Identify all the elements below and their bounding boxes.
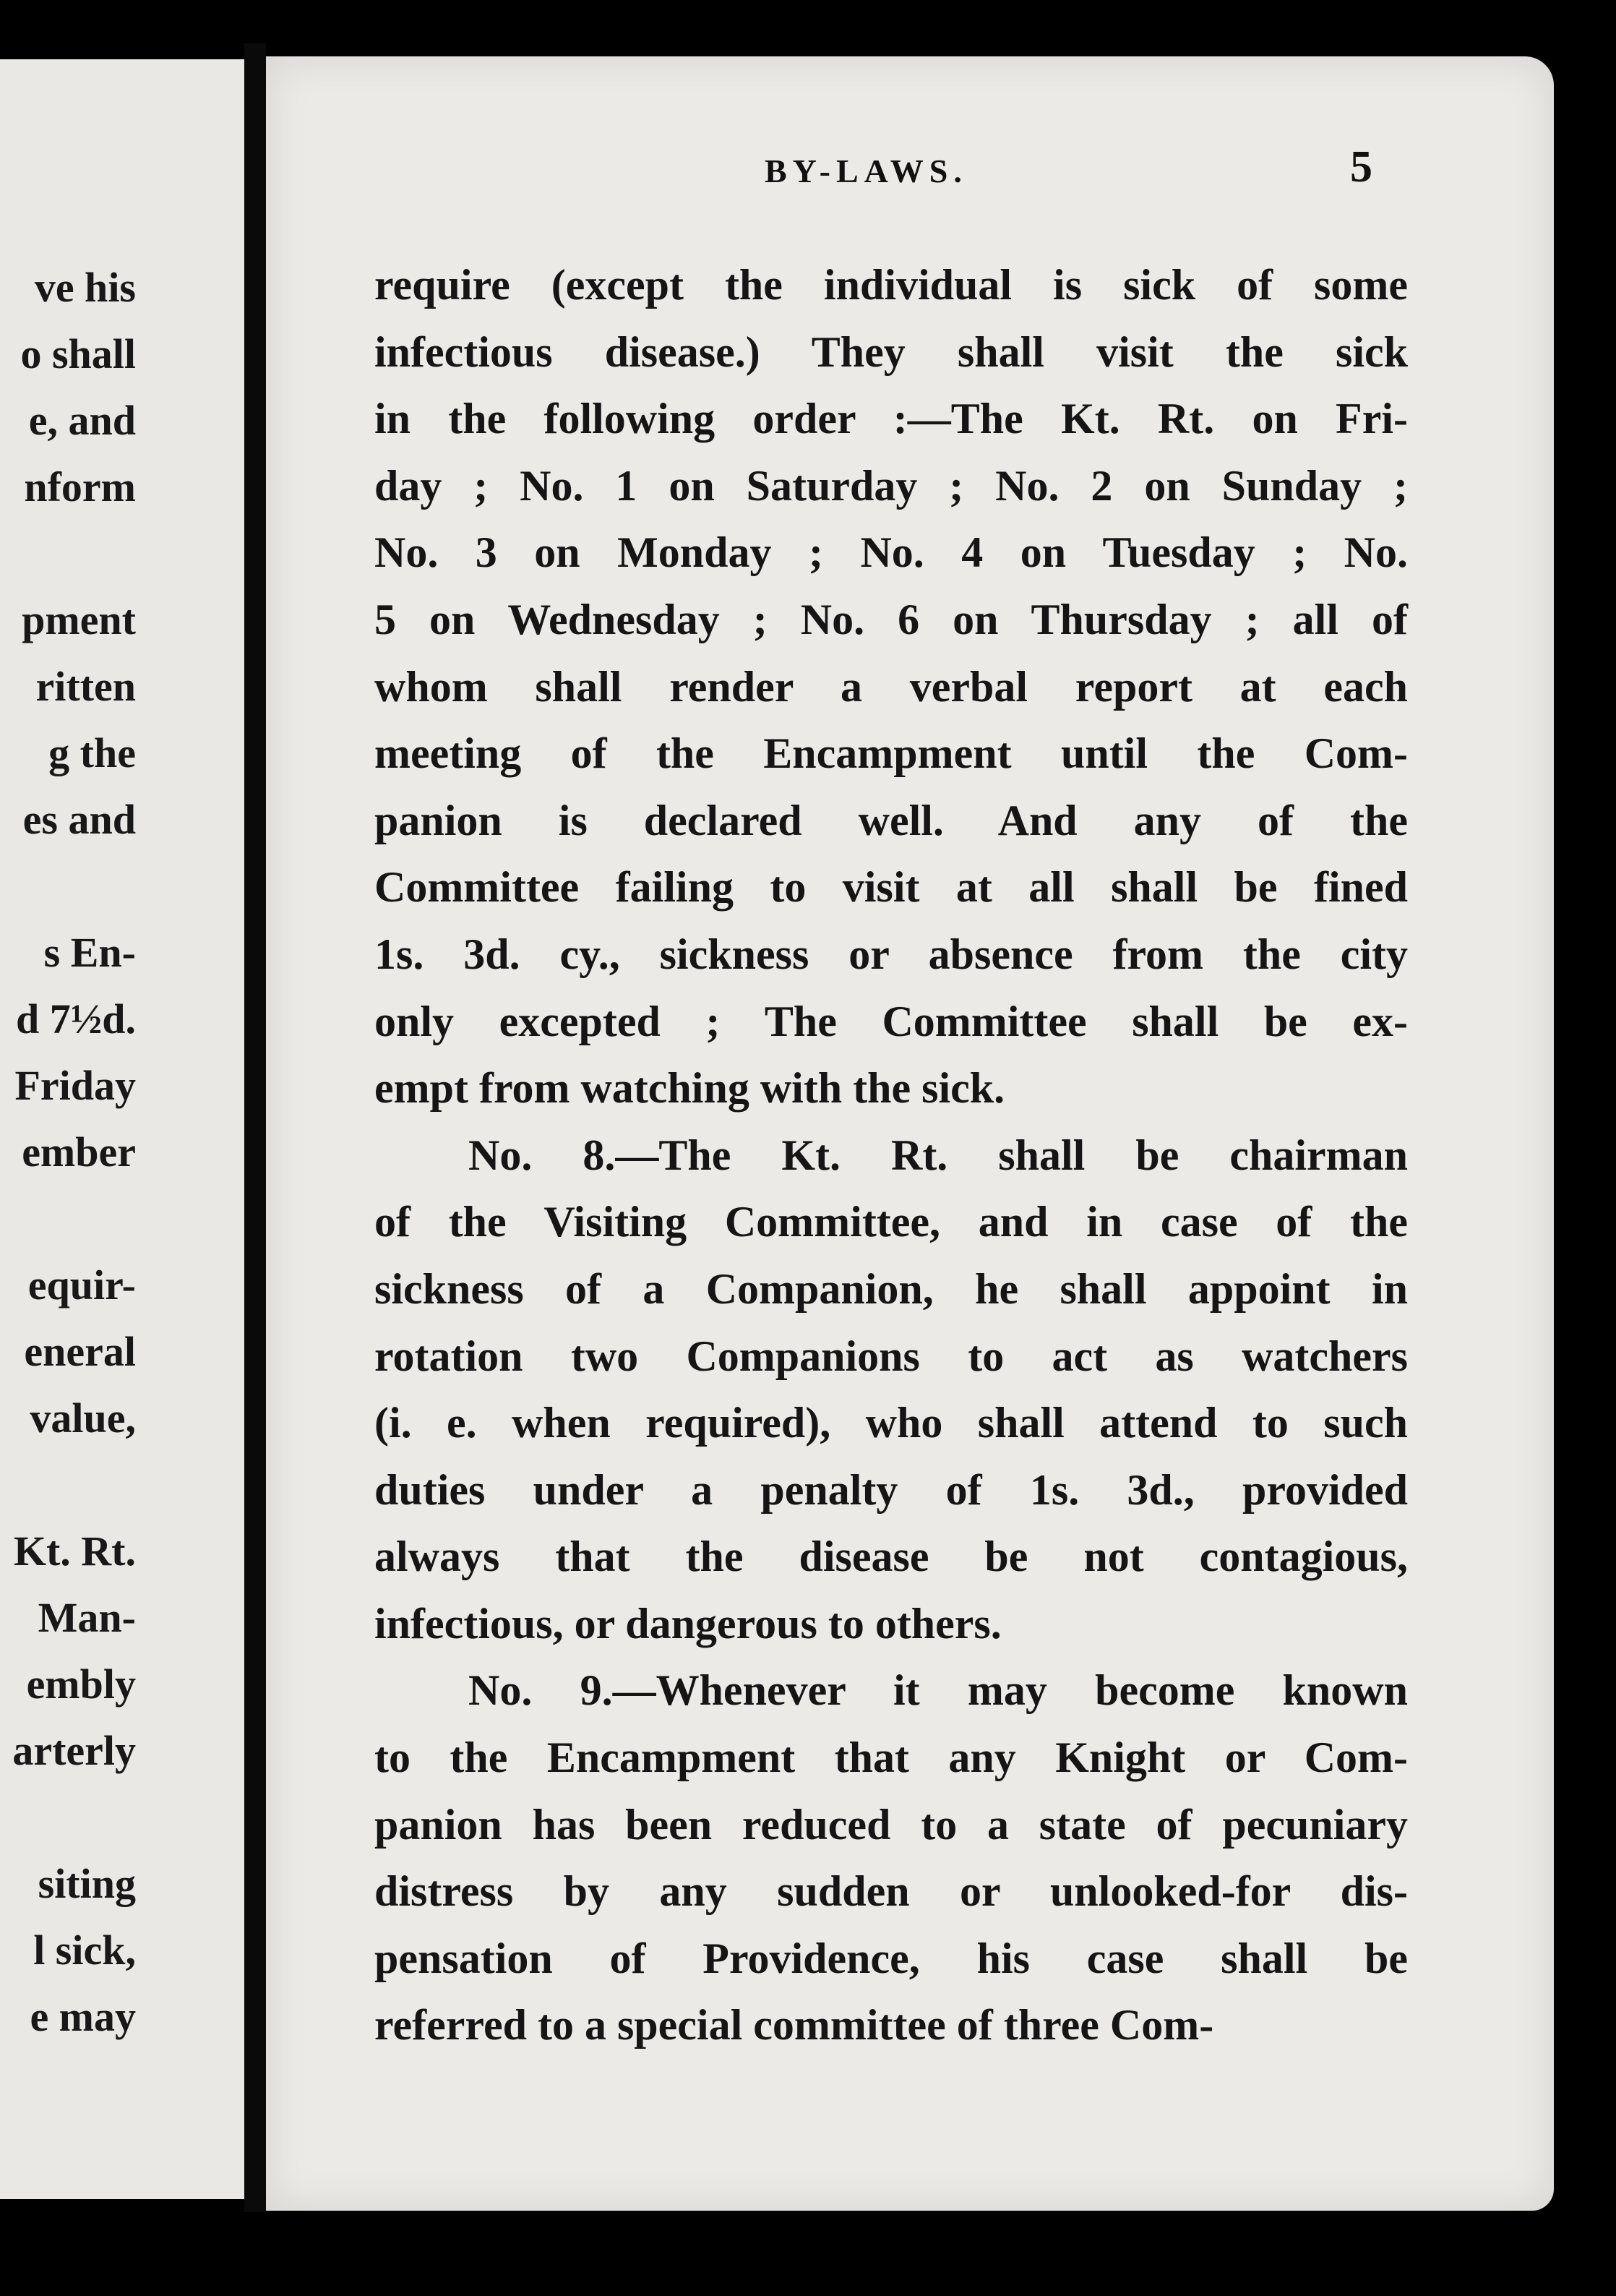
text-line: empt from watching with the sick. (374, 1064, 1005, 1113)
paragraph (374, 252, 1408, 1122)
text-line: rotation two Companions to act as watchers (374, 1332, 1408, 1380)
text-line: meeting of the Encampment until the Com- (374, 729, 1408, 778)
left-page-line: e, and (28, 397, 136, 444)
paragraph (374, 1657, 1408, 2059)
text-line: always that the disease be not contagious, (374, 1533, 1408, 1581)
text-line: No. 8.—The Kt. Rt. shall be chairman (468, 1131, 1408, 1179)
text-line: to the Encampment that any Knight or Com- (374, 1734, 1408, 1782)
text-line: of the Visiting Committee, and in case of the (374, 1198, 1408, 1246)
text-line: sickness of a Companion, he shall appoint in (374, 1264, 1408, 1313)
text-line: only excepted ; The Committee shall be ex- (374, 997, 1408, 1045)
text-line: 5 on Wednesday ; No. 6 on Thursday ; all of (374, 595, 1408, 643)
book-gutter (244, 43, 266, 2212)
left-page-line: nform (24, 463, 136, 510)
text-line: No. 9.—Whenever it may become known (468, 1666, 1408, 1715)
text-line: pensation of Providence, his case shall be (374, 1934, 1408, 1982)
text-line: infectious disease.) They shall visit the sick (374, 327, 1408, 376)
left-page-line: equir- (27, 1261, 136, 1308)
left-page-line: arterly (12, 1727, 136, 1774)
text-line: distress by any sudden or unlooked-for dis- (374, 1867, 1408, 1916)
left-page-line: e may (30, 1993, 136, 2040)
left-page-line: siting (38, 1860, 136, 1907)
text-line: No. 3 on Monday ; No. 4 on Tuesday ; No. (374, 528, 1408, 577)
left-page-line: Friday (14, 1062, 136, 1109)
paragraph (374, 1122, 1408, 1658)
text-line: Committee failing to visit at all shall be fined (374, 863, 1408, 912)
left-page-line: d 7½d. (15, 995, 136, 1042)
left-page-line: ritten (35, 663, 136, 710)
text-line: require (except the individual is sick of some (374, 261, 1408, 309)
left-page-line: eneral (24, 1328, 136, 1375)
text-line: referred to a special committee of three Com- (374, 2001, 1214, 2049)
text-line: whom shall render a verbal report at each (374, 662, 1408, 711)
text-line: day ; No. 1 on Saturday ; No. 2 on Sunday ; (374, 461, 1408, 510)
left-page-line: l sick, (33, 1927, 136, 1974)
left-page-line: value, (30, 1395, 136, 1442)
page-body-text (374, 252, 1408, 2059)
left-page-line: s En- (43, 929, 136, 976)
left-page-line: embly (26, 1661, 136, 1708)
left-page-line: Kt. Rt. (13, 1528, 136, 1575)
text-line: panion is declared well. And any of the (374, 796, 1408, 844)
text-line: (i. e. when required), who shall attend to such (374, 1399, 1408, 1447)
left-page-line: es and (22, 796, 136, 843)
page-number: 5 (1350, 142, 1372, 192)
left-page-line: ve his (34, 264, 136, 311)
right-page (266, 56, 1554, 2211)
left-page-line: g the (48, 729, 136, 776)
text-line: 1s. 3d. cy., sickness or absence from the city (374, 930, 1408, 978)
running-head: BY-LAWS. (765, 153, 968, 189)
text-line: in the following order :—The Kt. Rt. on Fri- (374, 395, 1408, 443)
left-page-line: o shall (20, 330, 136, 377)
text-line: duties under a penalty of 1s. 3d., provided (374, 1465, 1408, 1514)
left-page-line: ember (22, 1128, 136, 1175)
text-line: panion has been reduced to a state of pecuniary (374, 1800, 1408, 1849)
text-line: infectious, or dangerous to others. (374, 1599, 1002, 1648)
left-page-line: Man- (38, 1594, 136, 1641)
left-page-line: pment (22, 596, 136, 643)
left-page-fragment (0, 59, 249, 2199)
left-page-text (0, 254, 136, 2050)
